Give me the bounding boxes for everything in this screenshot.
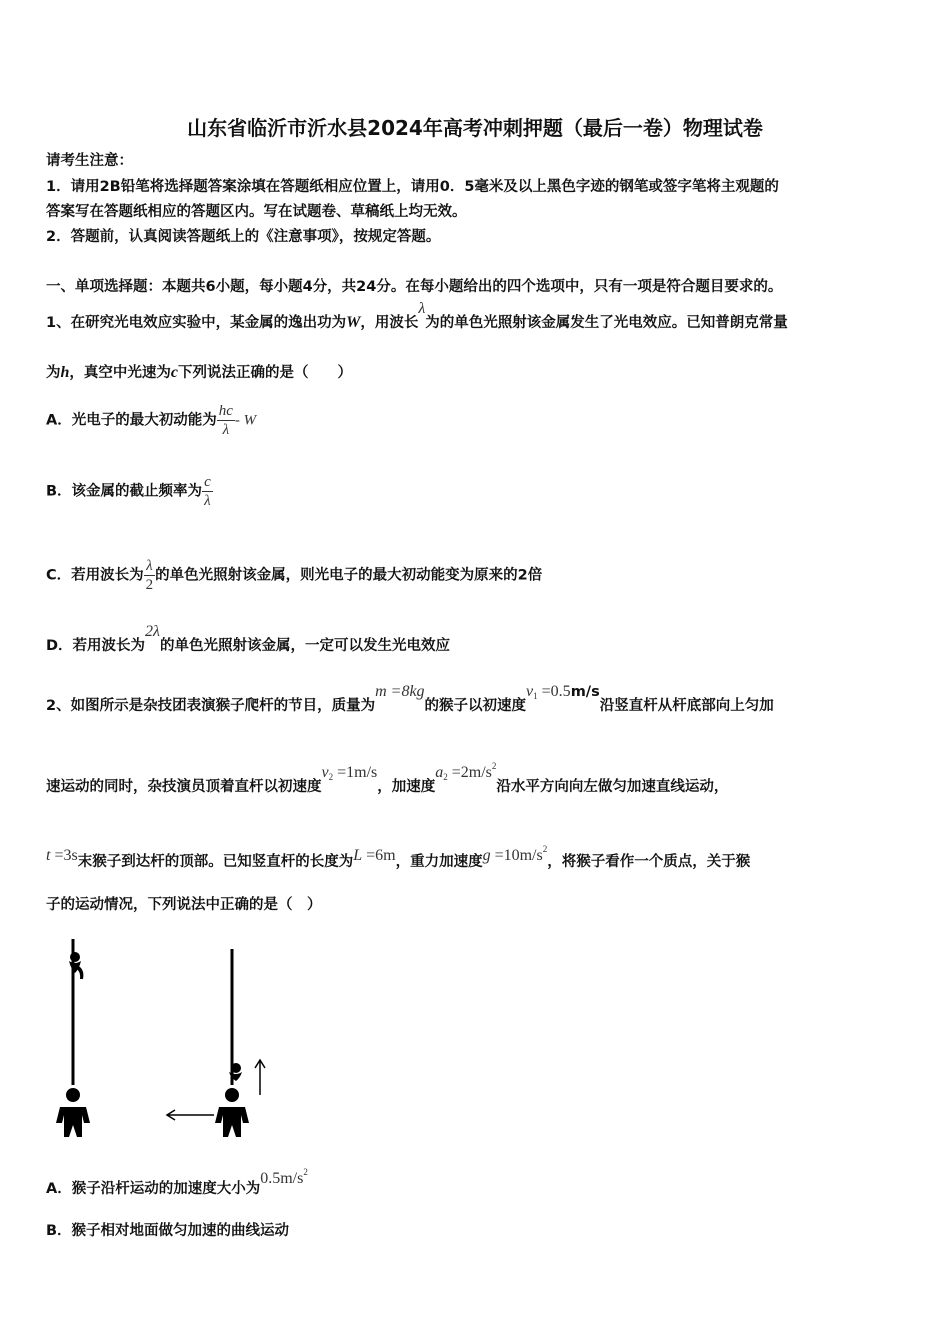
q1-option-c-numerator: λ	[144, 557, 156, 576]
q1-option-a-fraction	[217, 402, 235, 439]
q1-line-2	[46, 363, 352, 383]
q1-symbol-lambda: λ	[418, 300, 426, 317]
q2-v2-symbol: v	[321, 764, 329, 781]
q2-g-superscript: 2	[542, 844, 548, 854]
q1-line-1	[46, 300, 788, 333]
q1-option-c-fraction	[144, 557, 156, 594]
q2-v1-subscript: 1	[533, 691, 538, 701]
q1-option-c-label: C．若用波长为	[46, 567, 144, 584]
arrow-up-icon	[255, 1060, 265, 1095]
q1-text-c: 为的单色光照射该金属发生了光电效应。已知普朗克常量	[425, 315, 788, 331]
performer-left-icon	[56, 1088, 90, 1137]
q1-option-d-label: D．若用波长为	[46, 638, 146, 654]
q1-symbol-h: h	[60, 364, 70, 381]
q1-symbol-W: W	[346, 314, 361, 331]
q1-option-a-label: A．光电子的最大初动能为	[46, 412, 217, 429]
q1-option-d-math: 2λ	[145, 623, 160, 640]
q1-text-e: ，真空中光速为	[69, 365, 171, 381]
q2-figure	[46, 935, 286, 1140]
q2-t-symbol: t	[46, 847, 51, 864]
q1-option-b[interactable]	[46, 473, 213, 510]
q1-option-b-label: B．该金属的截止频率为	[46, 483, 203, 500]
q2-option-a-superscript: 2	[303, 1167, 308, 1177]
q2-v2-subscript: 2	[328, 772, 334, 782]
q2-text-a: 2、如图所示是杂技团表演猴子爬杆的节目，质量为	[46, 698, 376, 714]
q2-option-a-value: 0.5m/s	[260, 1170, 304, 1187]
q1-option-b-numerator: c	[204, 474, 211, 490]
q2-option-b[interactable]: B．猴子相对地面做匀加速的曲线运动	[46, 1223, 290, 1239]
q1-option-c[interactable]	[46, 557, 542, 594]
q2-line-1	[46, 683, 774, 720]
q2-option-a[interactable]	[46, 1167, 308, 1199]
notice-item-1-line-2: 答案写在答题纸相应的答题区内。写在试题卷、草稿纸上均无效。	[46, 204, 467, 220]
q1-option-a[interactable]	[46, 402, 256, 439]
q2-text-b: 的猴子以初速度	[424, 698, 527, 714]
q1-option-d-tail: 的单色光照射该金属，一定可以发生光电效应	[159, 638, 450, 654]
q2-text-i: ，将猴子看作一个质点，关于猴	[547, 854, 751, 870]
q1-option-c-tail: 的单色光照射该金属，则光电子的最大初动能变为原来的2倍	[155, 567, 543, 584]
q1-option-a-denominator: λ	[222, 422, 230, 438]
section-1-heading: 一、单项选择题：本题共6小题，每小题4分，共24分。在每小题给出的四个选项中，只有一项是符合题目要求的。	[46, 279, 783, 295]
q2-option-a-label: A．猴子沿杆运动的加速度大小为	[46, 1181, 261, 1197]
q2-g-symbol: g	[482, 847, 491, 864]
q2-L-symbol: L	[353, 847, 363, 864]
notice-heading: 请考生注意：	[46, 153, 133, 169]
q2-g-value: =10m/s	[490, 847, 543, 864]
q2-v1-value: =0.5	[537, 683, 571, 700]
notice-item-1-line-1: 1．请用2B铅笔将选择题答案涂填在答题纸相应位置上，请用0．5毫米及以上黑色字迹的钢笔或签字笔将主观题的	[46, 179, 779, 195]
q2-text-g: 末猴子到达杆的顶部。已知竖直杆的长度为	[77, 854, 354, 870]
q1-option-c-denominator: 2	[145, 577, 154, 593]
q2-mass: m =8kg	[375, 683, 425, 700]
q2-text-d: 速运动的同时，杂技演员顶着直杆以初速度	[46, 779, 322, 795]
q1-option-b-denominator: λ	[204, 493, 211, 509]
arrow-left-icon	[167, 1110, 214, 1120]
q2-line-3	[46, 845, 750, 872]
q1-option-a-numerator: hc	[218, 403, 233, 419]
notice-item-2: 2．答题前，认真阅读答题纸上的《注意事项》，按规定答题。	[46, 229, 441, 245]
performer-right-icon	[215, 1088, 249, 1137]
q2-L-value: =6m	[362, 847, 396, 864]
q2-text-e: ，加速度	[377, 779, 436, 795]
q1-option-d[interactable]	[46, 623, 450, 656]
q1-symbol-c: c	[170, 364, 179, 381]
q1-text-b: ，用波长	[360, 315, 419, 331]
q2-text-c: 沿竖直杆从杆底部向上匀加	[599, 698, 774, 714]
q2-a2-subscript: 2	[443, 772, 448, 782]
q1-text-a: 1、在研究光电效应实验中，某金属的逸出功为	[46, 315, 347, 331]
q1-text-f: 下列说法正确的是（ ）	[178, 365, 353, 381]
monkey-left-icon	[69, 952, 83, 979]
q2-a2-symbol: a	[435, 764, 444, 781]
q2-text-h: ，重力加速度	[395, 854, 483, 870]
q2-text-f: 沿水平方向向左做匀加速直线运动，	[496, 779, 729, 795]
q2-v1-unit: m/s	[570, 684, 600, 700]
q2-t-value: =3s	[50, 847, 78, 864]
q2-v2-value: =1m/s	[333, 764, 378, 781]
q1-text-d: 为	[46, 365, 61, 381]
q2-v1-symbol: v	[526, 683, 534, 700]
q2-line-2	[46, 761, 729, 801]
q2-line-4: 子的运动情况，下列说法中正确的是（ ）	[46, 897, 322, 913]
q2-a2-value: =2m/s	[447, 764, 492, 781]
exam-title: 山东省临沂市沂水县2024年高考冲刺押题（最后一卷）物理试卷	[187, 116, 763, 140]
q2-a2-superscript: 2	[491, 761, 497, 771]
q1-option-a-tail: - W	[234, 412, 257, 429]
q1-option-b-fraction	[202, 473, 213, 510]
